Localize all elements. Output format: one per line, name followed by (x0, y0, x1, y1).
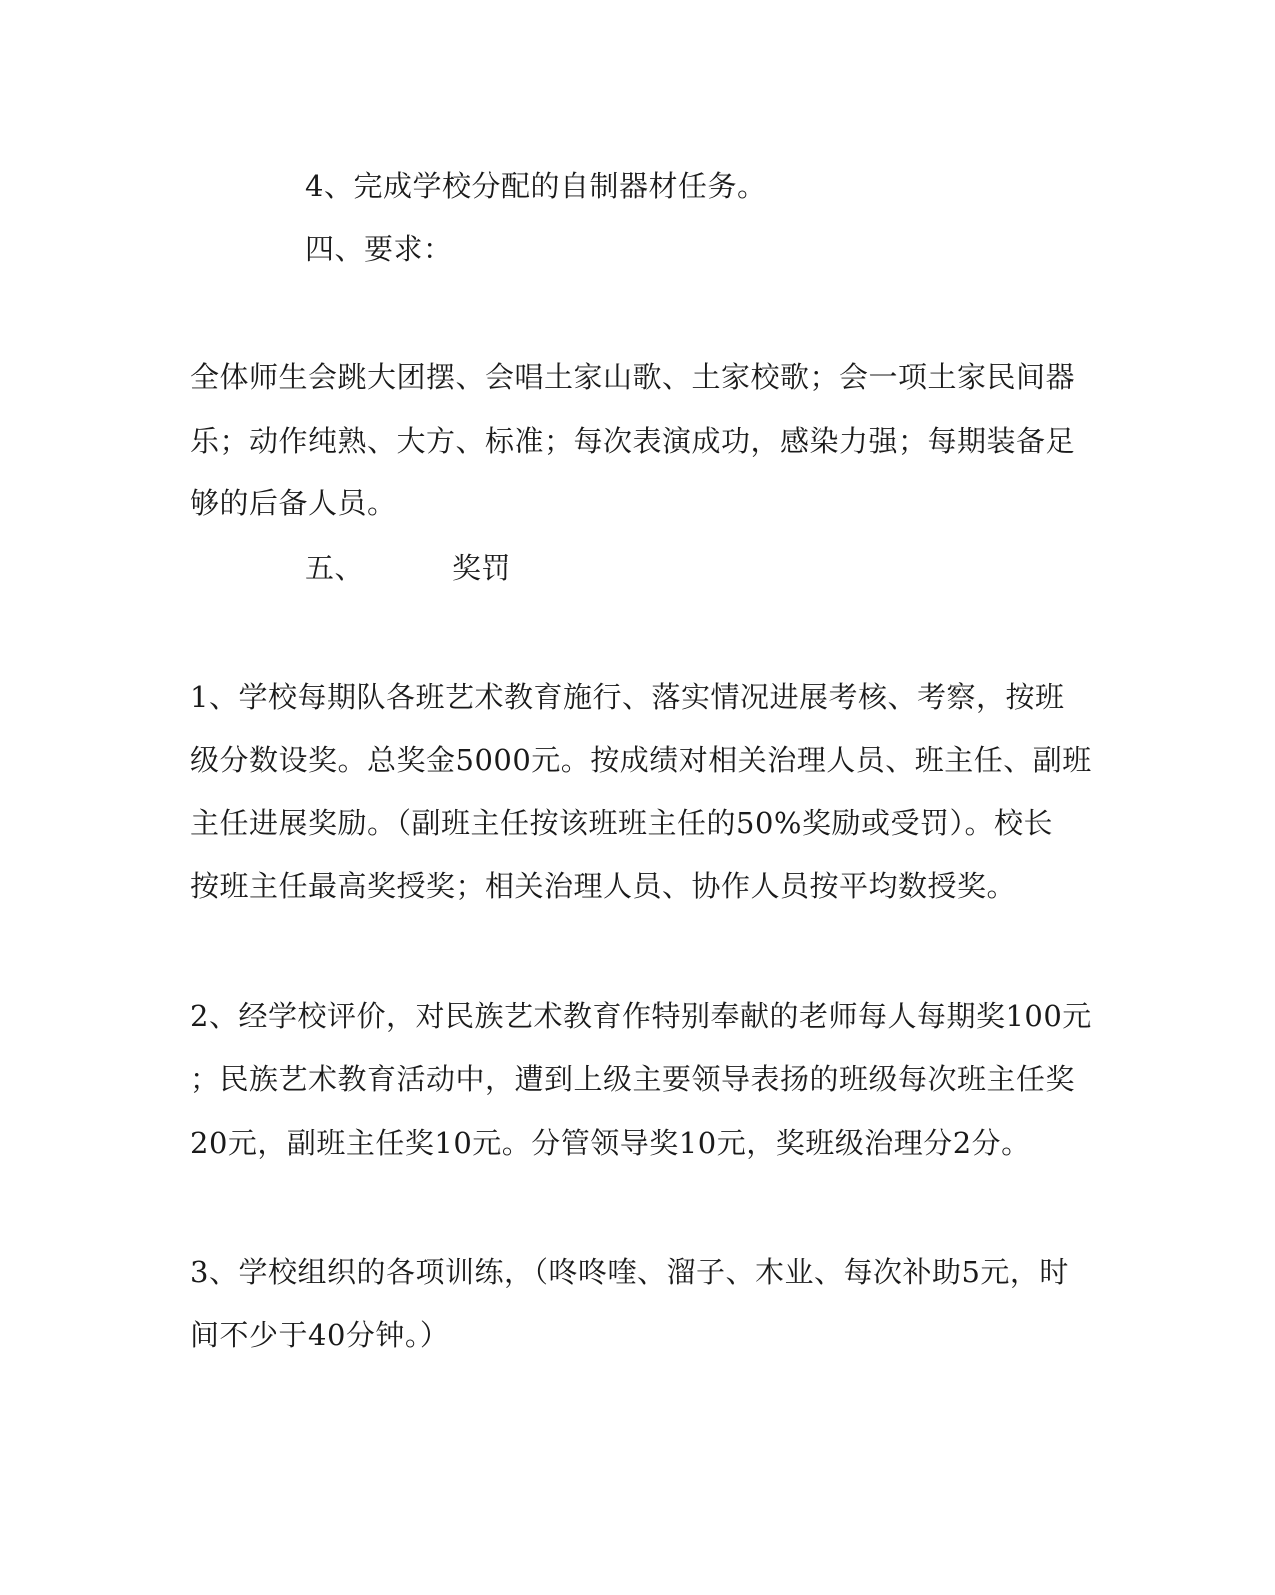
section-five-number: 五、 (305, 551, 365, 585)
item-4-text: 4、完成学校分配的自制器材任务。 (305, 169, 767, 203)
rule-2-line-2: ；民族艺术教育活动中，遭到上级主要领导表扬的班级每次班主任奖 (190, 1062, 1076, 1096)
rule-1-line-2: 级分数设奖。总奖金5000元。按成绩对相关治理人员、班主任、副班 (190, 743, 1092, 777)
rule-1-line-1: 1、学校每期队各班艺术教育施行、落实情况进展考核、考察，按班 (190, 680, 1065, 714)
rule-3-line-2: 间不少于40分钟。） (190, 1318, 450, 1352)
rule-3-line-1: 3、学校组织的各项训练，（咚咚喹、溜子、木业、每次补助5元，时 (190, 1255, 1069, 1289)
section-five-heading (305, 548, 511, 588)
requirements-line-1: 全体师生会跳大团摆、会唱土家山歌、土家校歌；会一项土家民间器 (190, 360, 1076, 394)
rule-2-line-3: 20元，副班主任奖10元。分管领导奖10元，奖班级治理分2分。 (190, 1126, 1031, 1160)
requirements-line-2: 乐；动作纯熟、大方、标准；每次表演成功，感染力强；每期装备足 (190, 424, 1076, 458)
section-four-heading: 四、要求： (305, 232, 453, 266)
requirements-line-3: 够的后备人员。 (190, 486, 397, 520)
section-five-title: 奖罚 (452, 551, 512, 585)
rule-1-line-4: 按班主任最高奖授奖；相关治理人员、协作人员按平均数授奖。 (190, 869, 1017, 903)
rule-2-line-1: 2、经学校评价，对民族艺术教育作特别奉献的老师每人每期奖100元 (190, 999, 1092, 1033)
rule-1-line-3: 主任进展奖励。（副班主任按该班班主任的50%奖励或受罚）。校长 (190, 806, 1053, 840)
